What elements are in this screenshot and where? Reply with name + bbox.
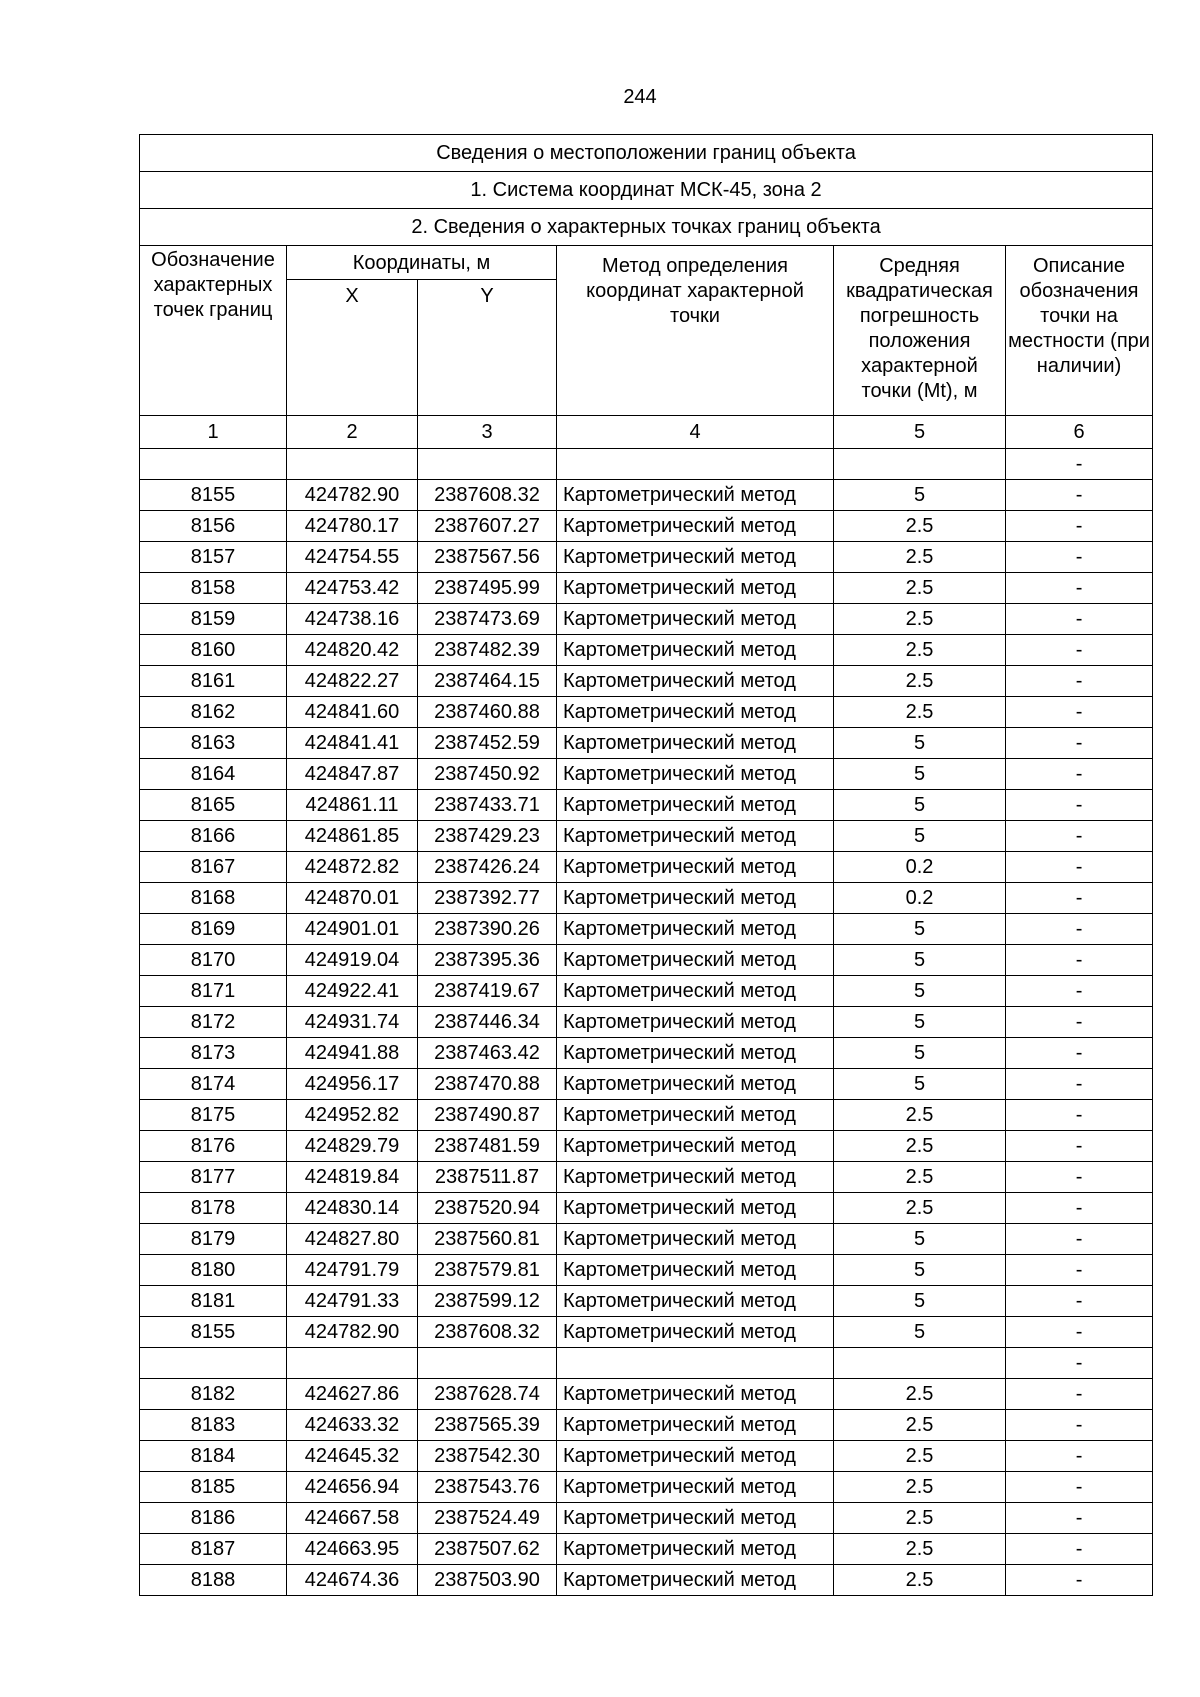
- x-coordinate-cell: 424827.80: [287, 1224, 418, 1255]
- error-cell: 0.2: [834, 852, 1006, 883]
- table-row: [140, 1410, 1153, 1441]
- point-id-cell: 8166: [140, 821, 287, 852]
- point-id-cell: 8158: [140, 573, 287, 604]
- x-coordinate-cell: 424841.41: [287, 728, 418, 759]
- y-coordinate-cell: 2387628.74: [418, 1379, 557, 1410]
- description-cell: -: [1006, 1472, 1153, 1503]
- table-row: [140, 976, 1153, 1007]
- table-row: [140, 604, 1153, 635]
- method-cell: Картометрический метод: [557, 1224, 834, 1255]
- description-cell: -: [1006, 1286, 1153, 1317]
- description-cell: -: [1006, 635, 1153, 666]
- error-cell: 2.5: [834, 1131, 1006, 1162]
- description-cell: -: [1006, 1255, 1153, 1286]
- y-coordinate-cell: 2387511.87: [418, 1162, 557, 1193]
- y-coordinate-cell: 2387579.81: [418, 1255, 557, 1286]
- method-cell: Картометрический метод: [557, 1534, 834, 1565]
- x-coordinate-cell: 424870.01: [287, 883, 418, 914]
- y-coordinate-cell: 2387446.34: [418, 1007, 557, 1038]
- point-id-cell: 8156: [140, 511, 287, 542]
- error-cell: 2.5: [834, 1100, 1006, 1131]
- x-coordinate-cell: 424645.32: [287, 1441, 418, 1472]
- description-cell: -: [1006, 1131, 1153, 1162]
- x-coordinate-cell: 424922.41: [287, 976, 418, 1007]
- y-coordinate-cell: 2387567.56: [418, 542, 557, 573]
- description-cell: -: [1006, 1224, 1153, 1255]
- header-y: Y: [418, 280, 557, 416]
- header-method: Метод определения координат характерной точки: [557, 246, 834, 416]
- x-coordinate-cell: 424656.94: [287, 1472, 418, 1503]
- table-row: [140, 1379, 1153, 1410]
- description-cell: -: [1006, 790, 1153, 821]
- y-coordinate-cell: 2387607.27: [418, 511, 557, 542]
- point-id-cell: [140, 449, 287, 480]
- error-cell: 5: [834, 976, 1006, 1007]
- point-id-cell: 8182: [140, 1379, 287, 1410]
- error-cell: 2.5: [834, 573, 1006, 604]
- point-id-cell: 8175: [140, 1100, 287, 1131]
- error-cell: 2.5: [834, 1379, 1006, 1410]
- table-row: [140, 945, 1153, 976]
- table-row: [140, 1317, 1153, 1348]
- x-coordinate-cell: 424830.14: [287, 1193, 418, 1224]
- point-id-cell: 8174: [140, 1069, 287, 1100]
- description-cell: -: [1006, 976, 1153, 1007]
- column-number: 1: [140, 416, 287, 449]
- error-cell: 5: [834, 821, 1006, 852]
- description-cell: -: [1006, 449, 1153, 480]
- point-id-cell: 8159: [140, 604, 287, 635]
- table-row: [140, 914, 1153, 945]
- method-cell: Картометрический метод: [557, 1286, 834, 1317]
- point-id-cell: 8185: [140, 1472, 287, 1503]
- x-coordinate-cell: [287, 1348, 418, 1379]
- table-row: [140, 1441, 1153, 1472]
- method-cell: Картометрический метод: [557, 1007, 834, 1038]
- y-coordinate-cell: 2387390.26: [418, 914, 557, 945]
- description-cell: -: [1006, 511, 1153, 542]
- y-coordinate-cell: 2387560.81: [418, 1224, 557, 1255]
- error-cell: 5: [834, 1038, 1006, 1069]
- point-id-cell: 8155: [140, 1317, 287, 1348]
- description-cell: -: [1006, 1100, 1153, 1131]
- point-id-cell: 8161: [140, 666, 287, 697]
- y-coordinate-cell: 2387503.90: [418, 1565, 557, 1596]
- x-coordinate-cell: 424627.86: [287, 1379, 418, 1410]
- error-cell: 5: [834, 1069, 1006, 1100]
- coordinate-system-title: 1. Система координат МСК-45, зона 2: [140, 172, 1153, 209]
- x-coordinate-cell: 424861.11: [287, 790, 418, 821]
- x-coordinate-cell: 424667.58: [287, 1503, 418, 1534]
- method-cell: Картометрический метод: [557, 1565, 834, 1596]
- x-coordinate-cell: 424931.74: [287, 1007, 418, 1038]
- table-row: [140, 1193, 1153, 1224]
- x-coordinate-cell: 424738.16: [287, 604, 418, 635]
- y-coordinate-cell: 2387392.77: [418, 883, 557, 914]
- error-cell: 2.5: [834, 542, 1006, 573]
- error-cell: 0.2: [834, 883, 1006, 914]
- error-cell: 5: [834, 480, 1006, 511]
- method-cell: Картометрический метод: [557, 635, 834, 666]
- method-cell: Картометрический метод: [557, 1503, 834, 1534]
- description-cell: -: [1006, 1069, 1153, 1100]
- boundary-points-table: [139, 134, 1153, 1596]
- point-id-cell: 8165: [140, 790, 287, 821]
- x-coordinate-cell: 424872.82: [287, 852, 418, 883]
- description-cell: -: [1006, 883, 1153, 914]
- point-id-cell: 8171: [140, 976, 287, 1007]
- method-cell: Картометрический метод: [557, 1317, 834, 1348]
- description-cell: -: [1006, 573, 1153, 604]
- x-coordinate-cell: 424901.01: [287, 914, 418, 945]
- y-coordinate-cell: [418, 449, 557, 480]
- table-row: [140, 1472, 1153, 1503]
- table-row: [140, 635, 1153, 666]
- y-coordinate-cell: 2387426.24: [418, 852, 557, 883]
- y-coordinate-cell: 2387460.88: [418, 697, 557, 728]
- table-row: [140, 480, 1153, 511]
- x-coordinate-cell: 424633.32: [287, 1410, 418, 1441]
- error-cell: 5: [834, 759, 1006, 790]
- x-coordinate-cell: 424791.33: [287, 1286, 418, 1317]
- y-coordinate-cell: 2387450.92: [418, 759, 557, 790]
- y-coordinate-cell: 2387395.36: [418, 945, 557, 976]
- method-cell: Картометрический метод: [557, 480, 834, 511]
- method-cell: Картометрический метод: [557, 1131, 834, 1162]
- error-cell: 2.5: [834, 604, 1006, 635]
- header-coordinates: Координаты, м: [287, 246, 557, 280]
- description-cell: -: [1006, 759, 1153, 790]
- method-cell: Картометрический метод: [557, 852, 834, 883]
- description-cell: -: [1006, 728, 1153, 759]
- method-cell: Картометрический метод: [557, 1410, 834, 1441]
- y-coordinate-cell: 2387520.94: [418, 1193, 557, 1224]
- header-point-designation: Обозначение характерных точек границ: [140, 246, 287, 416]
- description-cell: -: [1006, 1162, 1153, 1193]
- description-cell: -: [1006, 604, 1153, 635]
- error-cell: 2.5: [834, 1441, 1006, 1472]
- x-coordinate-cell: 424829.79: [287, 1131, 418, 1162]
- y-coordinate-cell: 2387495.99: [418, 573, 557, 604]
- header-x: X: [287, 280, 418, 416]
- table-row: [140, 1162, 1153, 1193]
- y-coordinate-cell: 2387543.76: [418, 1472, 557, 1503]
- table-row: [140, 1100, 1153, 1131]
- error-cell: 5: [834, 1007, 1006, 1038]
- column-number: 6: [1006, 416, 1153, 449]
- description-cell: -: [1006, 1441, 1153, 1472]
- description-cell: -: [1006, 480, 1153, 511]
- method-cell: Картометрический метод: [557, 1193, 834, 1224]
- column-number: 4: [557, 416, 834, 449]
- header-row: [140, 246, 1153, 280]
- section-title: 2. Сведения о характерных точках границ объекта: [140, 209, 1153, 246]
- point-id-cell: 8180: [140, 1255, 287, 1286]
- table-row: [140, 1038, 1153, 1069]
- table-row: [140, 511, 1153, 542]
- y-coordinate-cell: 2387470.88: [418, 1069, 557, 1100]
- description-cell: -: [1006, 1565, 1153, 1596]
- y-coordinate-cell: 2387473.69: [418, 604, 557, 635]
- point-id-cell: 8186: [140, 1503, 287, 1534]
- point-id-cell: 8163: [140, 728, 287, 759]
- description-cell: -: [1006, 1193, 1153, 1224]
- error-cell: [834, 449, 1006, 480]
- y-coordinate-cell: 2387608.32: [418, 1317, 557, 1348]
- method-cell: Картометрический метод: [557, 1038, 834, 1069]
- table-row: [140, 852, 1153, 883]
- column-number-row: [140, 416, 1153, 449]
- table-row: [140, 1565, 1153, 1596]
- error-cell: 2.5: [834, 1410, 1006, 1441]
- y-coordinate-cell: 2387490.87: [418, 1100, 557, 1131]
- error-cell: 2.5: [834, 1193, 1006, 1224]
- method-cell: Картометрический метод: [557, 1255, 834, 1286]
- table-row: [140, 666, 1153, 697]
- point-id-cell: 8170: [140, 945, 287, 976]
- point-id-cell: 8178: [140, 1193, 287, 1224]
- table-body: [140, 449, 1153, 1596]
- table-row: [140, 449, 1153, 480]
- table-row: [140, 728, 1153, 759]
- method-cell: Картометрический метод: [557, 697, 834, 728]
- error-cell: 5: [834, 790, 1006, 821]
- x-coordinate-cell: 424952.82: [287, 1100, 418, 1131]
- x-coordinate-cell: 424780.17: [287, 511, 418, 542]
- error-cell: 2.5: [834, 511, 1006, 542]
- point-id-cell: 8160: [140, 635, 287, 666]
- x-coordinate-cell: 424791.79: [287, 1255, 418, 1286]
- table-row: [140, 759, 1153, 790]
- point-id-cell: 8157: [140, 542, 287, 573]
- method-cell: [557, 1348, 834, 1379]
- table-row: [140, 573, 1153, 604]
- description-cell: -: [1006, 914, 1153, 945]
- table-row: [140, 1131, 1153, 1162]
- error-cell: 2.5: [834, 1472, 1006, 1503]
- method-cell: Картометрический метод: [557, 573, 834, 604]
- error-cell: 5: [834, 728, 1006, 759]
- method-cell: Картометрический метод: [557, 1100, 834, 1131]
- point-id-cell: 8167: [140, 852, 287, 883]
- description-cell: -: [1006, 1038, 1153, 1069]
- table-header: [140, 135, 1153, 449]
- table-row: [140, 1348, 1153, 1379]
- coordinate-system-row: [140, 172, 1153, 209]
- table-row: [140, 1255, 1153, 1286]
- error-cell: [834, 1348, 1006, 1379]
- y-coordinate-cell: 2387433.71: [418, 790, 557, 821]
- table-row: [140, 1007, 1153, 1038]
- section-title-row: [140, 209, 1153, 246]
- point-id-cell: 8162: [140, 697, 287, 728]
- table-row: [140, 542, 1153, 573]
- y-coordinate-cell: 2387481.59: [418, 1131, 557, 1162]
- table-row: [140, 1224, 1153, 1255]
- method-cell: Картометрический метод: [557, 883, 834, 914]
- error-cell: 5: [834, 1286, 1006, 1317]
- point-id-cell: 8177: [140, 1162, 287, 1193]
- table-row: [140, 1534, 1153, 1565]
- method-cell: [557, 449, 834, 480]
- x-coordinate-cell: 424663.95: [287, 1534, 418, 1565]
- y-coordinate-cell: 2387419.67: [418, 976, 557, 1007]
- y-coordinate-cell: 2387463.42: [418, 1038, 557, 1069]
- point-id-cell: 8184: [140, 1441, 287, 1472]
- y-coordinate-cell: 2387482.39: [418, 635, 557, 666]
- x-coordinate-cell: 424847.87: [287, 759, 418, 790]
- y-coordinate-cell: 2387608.32: [418, 480, 557, 511]
- x-coordinate-cell: 424841.60: [287, 697, 418, 728]
- y-coordinate-cell: 2387507.62: [418, 1534, 557, 1565]
- header-error: Средняя квадратическая погрешность положения характерной точки (Mt), м: [834, 246, 1006, 416]
- error-cell: 2.5: [834, 1503, 1006, 1534]
- description-cell: -: [1006, 1007, 1153, 1038]
- point-id-cell: 8155: [140, 480, 287, 511]
- description-cell: -: [1006, 852, 1153, 883]
- y-coordinate-cell: [418, 1348, 557, 1379]
- method-cell: Картометрический метод: [557, 1441, 834, 1472]
- table-row: [140, 1503, 1153, 1534]
- error-cell: 2.5: [834, 1534, 1006, 1565]
- y-coordinate-cell: 2387542.30: [418, 1441, 557, 1472]
- x-coordinate-cell: 424822.27: [287, 666, 418, 697]
- x-coordinate-cell: 424861.85: [287, 821, 418, 852]
- method-cell: Картометрический метод: [557, 511, 834, 542]
- method-cell: Картометрический метод: [557, 821, 834, 852]
- point-id-cell: 8164: [140, 759, 287, 790]
- description-cell: -: [1006, 1379, 1153, 1410]
- y-coordinate-cell: 2387452.59: [418, 728, 557, 759]
- table-row: [140, 1069, 1153, 1100]
- error-cell: 2.5: [834, 1162, 1006, 1193]
- column-number: 2: [287, 416, 418, 449]
- error-cell: 5: [834, 914, 1006, 945]
- x-coordinate-cell: 424941.88: [287, 1038, 418, 1069]
- description-cell: -: [1006, 945, 1153, 976]
- error-cell: 2.5: [834, 666, 1006, 697]
- x-coordinate-cell: 424782.90: [287, 480, 418, 511]
- x-coordinate-cell: 424753.42: [287, 573, 418, 604]
- point-id-cell: 8181: [140, 1286, 287, 1317]
- table-row: [140, 1286, 1153, 1317]
- description-cell: -: [1006, 1503, 1153, 1534]
- description-cell: -: [1006, 542, 1153, 573]
- y-coordinate-cell: 2387429.23: [418, 821, 557, 852]
- y-coordinate-cell: 2387464.15: [418, 666, 557, 697]
- error-cell: 2.5: [834, 697, 1006, 728]
- table-row: [140, 883, 1153, 914]
- x-coordinate-cell: [287, 449, 418, 480]
- column-number: 3: [418, 416, 557, 449]
- x-coordinate-cell: 424754.55: [287, 542, 418, 573]
- y-coordinate-cell: 2387599.12: [418, 1286, 557, 1317]
- x-coordinate-cell: 424819.84: [287, 1162, 418, 1193]
- method-cell: Картометрический метод: [557, 542, 834, 573]
- point-id-cell: 8187: [140, 1534, 287, 1565]
- point-id-cell: 8179: [140, 1224, 287, 1255]
- point-id-cell: 8172: [140, 1007, 287, 1038]
- method-cell: Картометрический метод: [557, 790, 834, 821]
- error-cell: 5: [834, 1255, 1006, 1286]
- description-cell: -: [1006, 666, 1153, 697]
- description-cell: -: [1006, 1534, 1153, 1565]
- table-row: [140, 697, 1153, 728]
- x-coordinate-cell: 424919.04: [287, 945, 418, 976]
- header-description: Описание обозначения точки на местности (при наличии): [1006, 246, 1153, 416]
- table-row: [140, 790, 1153, 821]
- method-cell: Картометрический метод: [557, 976, 834, 1007]
- point-id-cell: 8183: [140, 1410, 287, 1441]
- y-coordinate-cell: 2387565.39: [418, 1410, 557, 1441]
- point-id-cell: 8173: [140, 1038, 287, 1069]
- x-coordinate-cell: 424674.36: [287, 1565, 418, 1596]
- method-cell: Картометрический метод: [557, 759, 834, 790]
- title-row: [140, 135, 1153, 172]
- x-coordinate-cell: 424956.17: [287, 1069, 418, 1100]
- description-cell: -: [1006, 1348, 1153, 1379]
- description-cell: -: [1006, 1317, 1153, 1348]
- error-cell: 2.5: [834, 635, 1006, 666]
- error-cell: 5: [834, 1317, 1006, 1348]
- error-cell: 5: [834, 945, 1006, 976]
- point-id-cell: 8169: [140, 914, 287, 945]
- x-coordinate-cell: 424820.42: [287, 635, 418, 666]
- description-cell: -: [1006, 821, 1153, 852]
- method-cell: Картометрический метод: [557, 914, 834, 945]
- column-number: 5: [834, 416, 1006, 449]
- method-cell: Картометрический метод: [557, 945, 834, 976]
- y-coordinate-cell: 2387524.49: [418, 1503, 557, 1534]
- page-number: 244: [623, 86, 657, 108]
- point-id-cell: 8168: [140, 883, 287, 914]
- description-cell: -: [1006, 1410, 1153, 1441]
- description-cell: -: [1006, 697, 1153, 728]
- error-cell: 5: [834, 1224, 1006, 1255]
- method-cell: Картометрический метод: [557, 666, 834, 697]
- method-cell: Картометрический метод: [557, 1379, 834, 1410]
- table-row: [140, 821, 1153, 852]
- method-cell: Картометрический метод: [557, 728, 834, 759]
- error-cell: 2.5: [834, 1565, 1006, 1596]
- point-id-cell: 8176: [140, 1131, 287, 1162]
- method-cell: Картометрический метод: [557, 1472, 834, 1503]
- point-id-cell: [140, 1348, 287, 1379]
- method-cell: Картометрический метод: [557, 604, 834, 635]
- x-coordinate-cell: 424782.90: [287, 1317, 418, 1348]
- method-cell: Картометрический метод: [557, 1162, 834, 1193]
- point-id-cell: 8188: [140, 1565, 287, 1596]
- table-title: Сведения о местоположении границ объекта: [140, 135, 1153, 172]
- method-cell: Картометрический метод: [557, 1069, 834, 1100]
